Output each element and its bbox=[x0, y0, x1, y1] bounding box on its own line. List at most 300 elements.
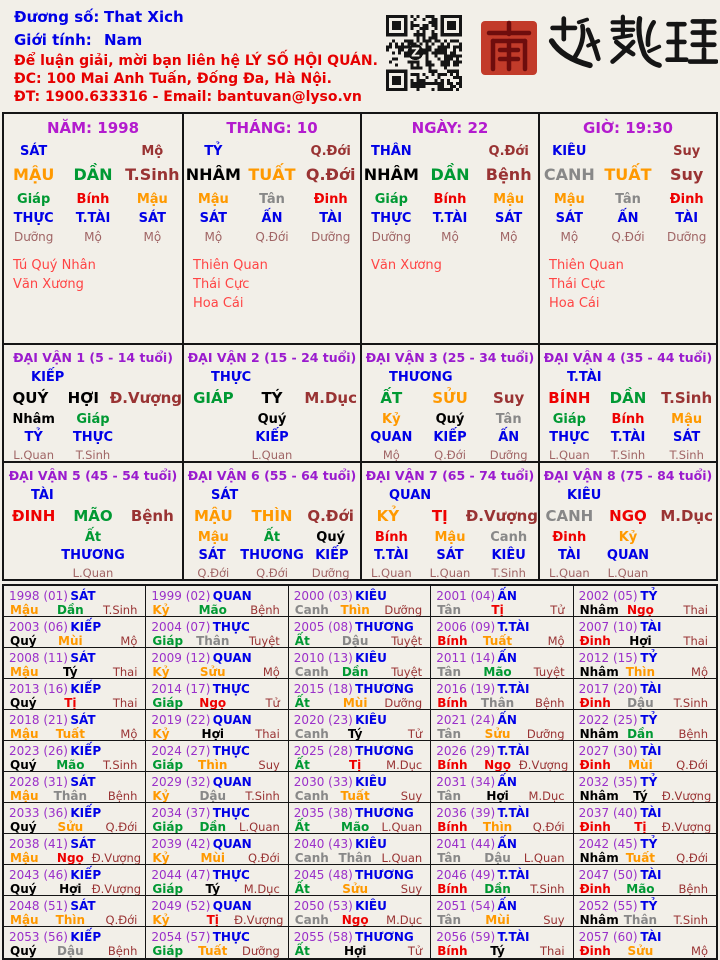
text-cell: KIẾP bbox=[433, 430, 467, 445]
pillar bbox=[4, 114, 182, 343]
year-god-label: QUAN bbox=[212, 898, 252, 913]
year-branch: Tý bbox=[205, 882, 221, 896]
year-status: Dưỡng bbox=[384, 696, 423, 710]
year-status: Dưỡng bbox=[526, 727, 565, 741]
text-cell: T.TÀI bbox=[432, 211, 468, 226]
hidden-stems-row bbox=[184, 530, 360, 548]
text-cell: MẬU bbox=[13, 165, 55, 184]
year-god-label: THỰC bbox=[212, 619, 250, 634]
year-god-label: T.TÀI bbox=[497, 805, 530, 820]
star-label: Văn Xương bbox=[13, 277, 84, 292]
year-number: 2016 (19) bbox=[436, 681, 496, 696]
year-stem: Ất bbox=[294, 820, 310, 834]
year-cell-line1 bbox=[579, 805, 713, 820]
year-number: 2053 (56) bbox=[9, 929, 68, 944]
year-cell-line2 bbox=[436, 789, 569, 803]
year-number: 2043 (46) bbox=[9, 867, 68, 882]
year-number: 2011 (14) bbox=[436, 650, 496, 665]
year-cell-line1 bbox=[436, 929, 569, 944]
year-cell bbox=[4, 741, 146, 772]
year-god-label: T.TÀI bbox=[497, 743, 530, 758]
year-status: Tuyệt bbox=[533, 665, 565, 679]
year-stem: Canh bbox=[294, 851, 329, 865]
year-cell-line1 bbox=[579, 743, 713, 758]
hidden-status-row bbox=[540, 230, 716, 247]
year-number: 2041 (44) bbox=[436, 836, 496, 851]
year-cell bbox=[146, 772, 288, 803]
dai-van-box bbox=[360, 463, 538, 579]
text-cell: Kỷ bbox=[382, 412, 401, 427]
year-cell-line2 bbox=[436, 913, 569, 927]
year-number: 2048 (51) bbox=[9, 898, 68, 913]
text-cell: Giáp bbox=[374, 192, 408, 207]
empty-cell bbox=[421, 144, 480, 165]
year-branch: Thìn bbox=[625, 665, 656, 679]
god-status-row bbox=[4, 144, 182, 165]
year-cell bbox=[289, 648, 431, 679]
year-cell bbox=[574, 617, 716, 648]
year-god-label: ẤN bbox=[497, 650, 517, 665]
year-branch: Mão bbox=[198, 603, 227, 617]
year-cell-line2 bbox=[294, 758, 427, 772]
text-cell: Mậu bbox=[434, 530, 466, 545]
year-number: 2007 (10) bbox=[578, 619, 638, 634]
dai-van-title: ĐẠI VẬN 8 (75 - 84 tuổi) bbox=[543, 468, 713, 483]
year-stem: Bính bbox=[437, 696, 468, 710]
year-branch: Dần bbox=[57, 603, 84, 617]
hidden-stems-row bbox=[4, 412, 182, 430]
year-number: 2050 (53) bbox=[293, 898, 353, 913]
stem-branch-row bbox=[184, 389, 360, 412]
year-cell bbox=[289, 896, 431, 927]
year-cell-line1 bbox=[294, 836, 427, 851]
hidden-gods-row bbox=[362, 211, 538, 230]
hidden-status-row bbox=[362, 230, 538, 247]
year-status: Dưỡng bbox=[384, 603, 423, 617]
text-cell: ẤT bbox=[380, 389, 403, 407]
year-god-label: TÀI bbox=[640, 681, 662, 696]
text-cell: L.Quan bbox=[429, 566, 471, 579]
year-stem: Kỷ bbox=[152, 789, 170, 803]
text-cell: M.Dục bbox=[660, 507, 713, 525]
year-god-label: SÁT bbox=[70, 836, 96, 851]
year-god-label: TỶ bbox=[640, 898, 658, 913]
year-cell-line1 bbox=[151, 805, 284, 820]
year-god-label: T.TÀI bbox=[497, 867, 530, 882]
text-cell: TỶ bbox=[204, 144, 223, 159]
text-cell: M.Dục bbox=[304, 389, 357, 407]
year-cell bbox=[574, 772, 716, 803]
year-stem: Đinh bbox=[579, 882, 611, 896]
year-cell-line1 bbox=[436, 650, 569, 665]
year-cell-line1 bbox=[436, 867, 569, 882]
text-cell: Q.Đới bbox=[488, 144, 529, 159]
year-stem: Giáp bbox=[152, 882, 184, 896]
year-branch: Ngọ bbox=[199, 696, 227, 710]
year-cell-line1 bbox=[294, 929, 427, 944]
text-cell: HỢI bbox=[67, 389, 99, 407]
year-branch: Tị bbox=[64, 696, 77, 710]
year-cell-line2 bbox=[151, 758, 284, 772]
year-cell-line1 bbox=[436, 743, 569, 758]
dai-van-title: ĐẠI VẬN 5 (45 - 54 tuổi) bbox=[8, 468, 178, 483]
year-cell bbox=[289, 741, 431, 772]
year-number: 2032 (35) bbox=[578, 774, 638, 789]
year-cell-line1 bbox=[9, 929, 142, 944]
dai-van-box bbox=[4, 345, 182, 461]
year-number: 2018 (21) bbox=[9, 712, 68, 727]
year-branch: Sửu bbox=[199, 665, 226, 679]
text-cell: THÂN bbox=[370, 144, 412, 159]
year-cell-line1 bbox=[9, 774, 142, 789]
text-cell: Kỷ bbox=[618, 530, 638, 545]
year-cell bbox=[431, 772, 573, 803]
year-god-label: TÀI bbox=[640, 619, 662, 634]
year-cell bbox=[431, 865, 573, 896]
empty-cell bbox=[184, 448, 243, 461]
star-label: Thiên Quan bbox=[549, 258, 624, 273]
text-cell: DẦN bbox=[430, 165, 470, 184]
text-cell: SÁT bbox=[199, 211, 227, 226]
empty-cell bbox=[599, 144, 658, 165]
dai-van-row-1 bbox=[2, 345, 718, 463]
year-stem: Canh bbox=[294, 727, 329, 741]
year-cell-line2 bbox=[436, 758, 569, 772]
text-cell: T.Sinh bbox=[669, 448, 704, 461]
year-stem: Đinh bbox=[579, 944, 611, 958]
text-cell: SÁT bbox=[198, 548, 226, 563]
year-status: Dưỡng bbox=[242, 944, 280, 958]
year-god-label: TỶ bbox=[640, 774, 658, 789]
year-stem: Canh bbox=[294, 603, 329, 617]
year-branch: Thìn bbox=[340, 603, 370, 617]
year-number: 2021 (24) bbox=[436, 712, 496, 727]
year-cell-line1 bbox=[294, 774, 427, 789]
year-number: 2046 (49) bbox=[436, 867, 496, 882]
year-stem: Tân bbox=[437, 603, 462, 617]
year-branch: Thân bbox=[53, 789, 88, 803]
year-stem: Nhâm bbox=[579, 789, 619, 803]
year-cell bbox=[146, 586, 288, 617]
year-cell-line2 bbox=[436, 851, 569, 865]
year-stem: Quý bbox=[10, 820, 37, 834]
year-cell bbox=[289, 803, 431, 834]
year-cell-line1 bbox=[151, 898, 284, 913]
year-number: 2012 (15) bbox=[578, 650, 638, 665]
stem-branch-row bbox=[184, 165, 360, 192]
year-cell-line2 bbox=[151, 851, 284, 865]
year-cell-line2 bbox=[9, 882, 142, 896]
dai-van-box bbox=[4, 463, 182, 579]
year-god-label: QUAN bbox=[212, 712, 252, 727]
text-cell: Bính bbox=[374, 530, 408, 545]
text-cell: L.Quan bbox=[370, 566, 412, 579]
year-branch: Thân bbox=[196, 634, 230, 648]
god-status-row bbox=[540, 144, 716, 165]
year-status: Thai bbox=[255, 727, 280, 741]
year-cell-line1 bbox=[9, 712, 142, 727]
year-cell-line2 bbox=[436, 727, 569, 741]
empty-cell bbox=[4, 530, 63, 548]
year-cell-line2 bbox=[294, 820, 427, 834]
year-stem: Tân bbox=[437, 665, 462, 679]
text-cell: Q.Đới bbox=[611, 230, 645, 244]
year-stem: Kỷ bbox=[152, 727, 170, 741]
year-branch: Tý bbox=[490, 944, 505, 958]
name-label: Đương số: bbox=[14, 8, 100, 26]
year-god-label: SÁT bbox=[70, 712, 96, 727]
dai-van-god-label: KIÊU bbox=[567, 488, 602, 503]
year-cell bbox=[431, 896, 573, 927]
year-stem: Kỷ bbox=[152, 913, 170, 927]
year-cell-line1 bbox=[9, 588, 142, 603]
year-branch: Ngọ bbox=[56, 851, 84, 865]
stars-list bbox=[184, 256, 360, 313]
text-cell: SÁT bbox=[495, 211, 523, 226]
year-cell-line2 bbox=[579, 789, 713, 803]
year-status: Thai bbox=[540, 944, 565, 958]
year-stem: Canh bbox=[294, 665, 329, 679]
year-number: 2009 (12) bbox=[151, 650, 211, 665]
text-cell: THƯƠNG bbox=[61, 548, 125, 563]
year-cell bbox=[289, 927, 431, 958]
year-cell bbox=[146, 617, 288, 648]
text-cell: T.TÀI bbox=[610, 430, 646, 445]
year-branch: Thân bbox=[480, 696, 515, 710]
year-number: 2044 (47) bbox=[151, 867, 211, 882]
empty-cell bbox=[123, 448, 182, 461]
logo-seal-icon bbox=[479, 17, 539, 77]
year-cell bbox=[431, 834, 573, 865]
calligraphy-glyph-2 bbox=[607, 12, 663, 70]
stem-branch-row bbox=[540, 507, 716, 530]
hidden-stems-row bbox=[362, 412, 538, 430]
text-cell: QUÝ bbox=[12, 389, 49, 407]
year-stem: Tân bbox=[437, 727, 462, 741]
text-cell: T.TÀI bbox=[75, 211, 111, 226]
text-cell: SÁT bbox=[138, 211, 166, 226]
year-stem: Quý bbox=[10, 758, 37, 772]
year-cell-line2 bbox=[579, 634, 713, 648]
year-cell bbox=[146, 679, 288, 710]
year-status: T.Sinh bbox=[245, 789, 280, 803]
year-stem: Ất bbox=[294, 882, 310, 896]
year-cell-line1 bbox=[294, 712, 427, 727]
year-cell bbox=[146, 927, 288, 958]
year-cell bbox=[431, 648, 573, 679]
text-cell: ẤN bbox=[617, 211, 639, 226]
calligraphy-glyph-3 bbox=[662, 12, 718, 70]
text-cell: CANH bbox=[543, 165, 595, 184]
year-stem: Ất bbox=[294, 634, 310, 648]
year-branch: Mùi bbox=[628, 758, 653, 772]
year-stem: Tân bbox=[437, 789, 462, 803]
year-status: T.Sinh bbox=[673, 696, 708, 710]
four-pillars-table bbox=[2, 112, 718, 345]
hidden-status-row bbox=[540, 566, 716, 579]
year-cell-line1 bbox=[579, 619, 713, 634]
gender-value: Nam bbox=[104, 31, 143, 49]
year-cell-line1 bbox=[436, 898, 569, 913]
year-cell bbox=[146, 648, 288, 679]
text-cell: THỰC bbox=[72, 430, 114, 445]
year-cell-line1 bbox=[151, 650, 284, 665]
year-number: 2025 (28) bbox=[293, 743, 353, 758]
year-cell-line2 bbox=[294, 882, 427, 896]
year-god-label: THỰC bbox=[212, 681, 250, 696]
year-branch: Thìn bbox=[482, 820, 513, 834]
year-number: 2033 (36) bbox=[9, 805, 68, 820]
text-cell: MÃO bbox=[73, 507, 113, 525]
name-value: That Xich bbox=[104, 8, 184, 26]
year-stem: Quý bbox=[10, 696, 37, 710]
year-god-label: THƯƠNG bbox=[355, 805, 414, 820]
hidden-stems-row bbox=[362, 192, 538, 211]
text-cell: Mậu bbox=[493, 192, 525, 207]
hidden-stems-row bbox=[540, 530, 716, 548]
year-stem: Nhâm bbox=[579, 603, 619, 617]
text-cell: Mậu bbox=[671, 412, 703, 427]
year-number: 2023 (26) bbox=[9, 743, 68, 758]
year-cell-line2 bbox=[436, 603, 569, 617]
text-cell: Q.Đới bbox=[434, 448, 466, 461]
year-cell bbox=[431, 710, 573, 741]
text-cell: Q.Đới bbox=[305, 165, 356, 184]
stem-branch-row bbox=[4, 507, 182, 530]
text-cell: Suy bbox=[493, 389, 525, 407]
year-god-label: QUAN bbox=[212, 836, 252, 851]
text-cell: Mậu bbox=[136, 192, 168, 207]
text-cell: Mộ bbox=[441, 230, 459, 244]
year-number: 2035 (38) bbox=[293, 805, 353, 820]
year-status: Đ.Vượng bbox=[661, 820, 712, 834]
year-status: M.Dục bbox=[528, 789, 565, 803]
year-status: Tử bbox=[407, 727, 423, 741]
year-status: Bệnh bbox=[678, 727, 708, 741]
year-status: Mộ bbox=[547, 634, 565, 648]
year-branch: Dậu bbox=[199, 789, 227, 803]
text-cell: Đ.Vượng bbox=[465, 507, 538, 525]
year-cell bbox=[4, 586, 146, 617]
year-number: 2014 (17) bbox=[151, 681, 211, 696]
person-info bbox=[14, 6, 378, 106]
hidden-stems-row bbox=[540, 412, 716, 430]
year-status: M.Dục bbox=[386, 758, 423, 772]
year-cell bbox=[289, 772, 431, 803]
year-cell-line1 bbox=[151, 836, 284, 851]
year-cell-line1 bbox=[9, 650, 142, 665]
calligraphy-glyph-1 bbox=[547, 12, 603, 70]
year-number: 2036 (39) bbox=[436, 805, 496, 820]
year-cell bbox=[289, 710, 431, 741]
year-cell bbox=[574, 896, 716, 927]
dai-van-title: ĐẠI VẬN 6 (55 - 64 tuổi) bbox=[187, 468, 357, 483]
year-god-label: QUAN bbox=[212, 650, 252, 665]
dai-van-god-label: TÀI bbox=[31, 488, 54, 503]
text-cell: KIẾP bbox=[255, 430, 289, 445]
year-branch: Tuất bbox=[625, 851, 656, 865]
person-name-line bbox=[14, 6, 378, 29]
star-label: Thái Cực bbox=[193, 277, 250, 292]
text-cell: SÁT bbox=[673, 430, 701, 445]
year-cell bbox=[4, 803, 146, 834]
dai-van-box bbox=[538, 463, 716, 579]
year-cell-line1 bbox=[579, 898, 713, 913]
year-branch: Sửu bbox=[627, 944, 654, 958]
dai-van-god-label: T.TÀI bbox=[567, 370, 602, 385]
year-cell bbox=[431, 741, 573, 772]
year-cell bbox=[289, 834, 431, 865]
text-cell: THƯƠNG bbox=[240, 548, 304, 563]
text-cell: Mộ bbox=[141, 144, 164, 159]
dai-van-title: ĐẠI VẬN 4 (35 - 44 tuổi) bbox=[543, 350, 713, 365]
text-cell: L.Quan bbox=[72, 566, 114, 579]
hidden-status-row bbox=[540, 448, 716, 461]
year-god-label: T.TÀI bbox=[497, 619, 530, 634]
text-cell: Đinh bbox=[313, 192, 348, 207]
year-cell-line2 bbox=[151, 789, 284, 803]
year-stem: Quý bbox=[10, 882, 37, 896]
year-branch: Dần bbox=[484, 882, 511, 896]
year-status: Thai bbox=[683, 603, 708, 617]
year-cell-line1 bbox=[436, 836, 569, 851]
year-status: Bệnh bbox=[678, 882, 708, 896]
empty-cell bbox=[657, 548, 716, 566]
year-number: 2024 (27) bbox=[151, 743, 211, 758]
year-god-label: TÀI bbox=[640, 805, 662, 820]
year-number: 2022 (25) bbox=[578, 712, 638, 727]
year-cell-line2 bbox=[436, 634, 569, 648]
year-stem: Ất bbox=[294, 696, 310, 710]
year-cell-line1 bbox=[436, 619, 569, 634]
year-god-label: TỶ bbox=[640, 650, 658, 665]
empty-cell bbox=[4, 548, 61, 566]
year-branch: Mùi bbox=[342, 696, 368, 710]
year-cell bbox=[146, 896, 288, 927]
text-cell: TUẤT bbox=[604, 165, 652, 184]
year-cell-line2 bbox=[579, 696, 713, 710]
dai-van-box bbox=[360, 345, 538, 461]
year-status: Tuyệt bbox=[391, 634, 423, 648]
year-number: 2037 (40) bbox=[578, 805, 638, 820]
pillar-title: THÁNG: 10 bbox=[226, 119, 318, 137]
year-number: 2052 (55) bbox=[578, 898, 638, 913]
god-status-row bbox=[184, 144, 360, 165]
year-branch: Mão bbox=[626, 882, 655, 896]
year-cell bbox=[4, 772, 146, 803]
year-number: 2000 (03) bbox=[293, 588, 353, 603]
stars-list bbox=[540, 256, 716, 313]
text-cell: Ất bbox=[263, 530, 281, 545]
hidden-stems-row bbox=[4, 192, 182, 211]
text-cell: Dưỡng bbox=[371, 230, 412, 244]
empty-cell bbox=[301, 448, 360, 461]
year-cell bbox=[146, 803, 288, 834]
year-status: T.Sinh bbox=[103, 758, 138, 772]
dai-van-box bbox=[538, 345, 716, 461]
year-stem: Mậu bbox=[10, 913, 39, 927]
year-branch: Dậu bbox=[627, 696, 654, 710]
year-god-label: THỰC bbox=[212, 929, 250, 944]
star-label: Văn Xương bbox=[371, 258, 442, 273]
hidden-stems-row bbox=[184, 192, 360, 211]
year-number: 1999 (02) bbox=[151, 588, 211, 603]
text-cell: T.Sinh bbox=[610, 448, 646, 461]
year-stem: Mậu bbox=[10, 603, 39, 617]
year-cell-line1 bbox=[9, 743, 142, 758]
year-stem: Bính bbox=[437, 944, 468, 958]
stars-list bbox=[362, 256, 538, 275]
